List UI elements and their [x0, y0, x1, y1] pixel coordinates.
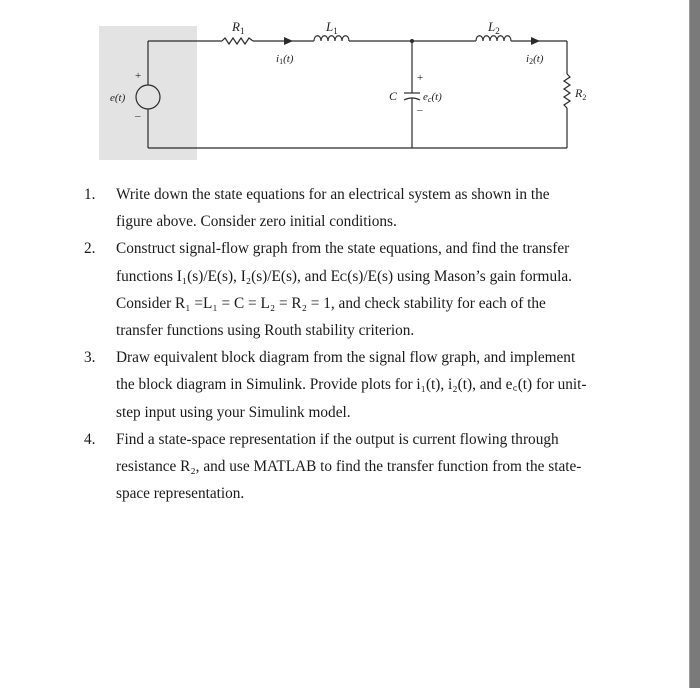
scrollbar[interactable]	[689, 0, 700, 688]
question-list	[84, 181, 624, 507]
source-label: e(t)	[110, 92, 126, 104]
question-number: 4.	[84, 430, 96, 448]
l2-label: $L_2$	[488, 19, 500, 36]
question-line: the block diagram in Simulink. Provide plots for i₁(t), i₂(t), and e꜀(t) for unit-	[116, 376, 587, 394]
capacitor-minus-sign: –	[417, 104, 423, 116]
resistor-r2-icon	[564, 74, 570, 108]
question-line: resistance R₂, and use MATLAB to find the transfer function from the state-	[116, 458, 582, 476]
question-line: space representation.	[116, 485, 245, 503]
current-arrow-i2-icon	[531, 37, 540, 45]
inductor-l1-icon	[314, 36, 349, 41]
question-line: Find a state-space representation if the output is current flowing through	[116, 430, 559, 448]
capacitor-label: C	[389, 89, 398, 103]
question-line: Construct signal-flow graph from the state equations, and find the transfer	[116, 240, 570, 258]
inductor-l2-icon	[476, 36, 511, 41]
question-item	[84, 235, 624, 344]
question-item	[84, 344, 624, 426]
junction-node	[410, 39, 414, 43]
circuit-diagram	[90, 0, 610, 170]
question-number: 2.	[84, 240, 96, 258]
circuit-svg	[90, 0, 610, 170]
capacitor-plus-sign: +	[417, 72, 424, 84]
capacitor-voltage-label: ec(t)	[423, 91, 442, 104]
resistor-r1-icon	[222, 38, 253, 44]
i1-label: i1(t)	[276, 53, 294, 66]
question-number: 3.	[84, 349, 96, 367]
question-line: Draw equivalent block diagram from the signal flow graph, and implement	[116, 349, 576, 367]
r2-label: $R_2$	[575, 86, 587, 102]
i2-label: i2(t)	[526, 53, 544, 66]
question-line: functions I₁(s)/E(s), I₂(s)/E(s), and Eᴄ(s)/E(s) using Mason’s gain formula.	[116, 267, 572, 285]
l1-label: $L_1$	[326, 19, 338, 36]
question-number: 1.	[84, 186, 96, 203]
source-plus-sign: +	[135, 70, 142, 82]
question-item	[84, 426, 624, 508]
r1-label: $R_1$	[232, 19, 245, 36]
current-arrow-i1-icon	[284, 37, 293, 45]
source-minus-sign: –	[135, 110, 141, 122]
question-line: transfer functions using Routh stability criterion.	[116, 322, 415, 340]
question-line: step input using your Simulink model.	[116, 403, 351, 421]
question-line: figure above. Consider zero initial conditions.	[116, 213, 397, 231]
question-line: Write down the state equations for an electrical system as shown in the	[116, 186, 550, 203]
question-line: Consider R₁ =L₁ = C = L₂ = R₂ = 1, and check stability for each of the	[116, 294, 546, 312]
question-item	[84, 181, 624, 235]
